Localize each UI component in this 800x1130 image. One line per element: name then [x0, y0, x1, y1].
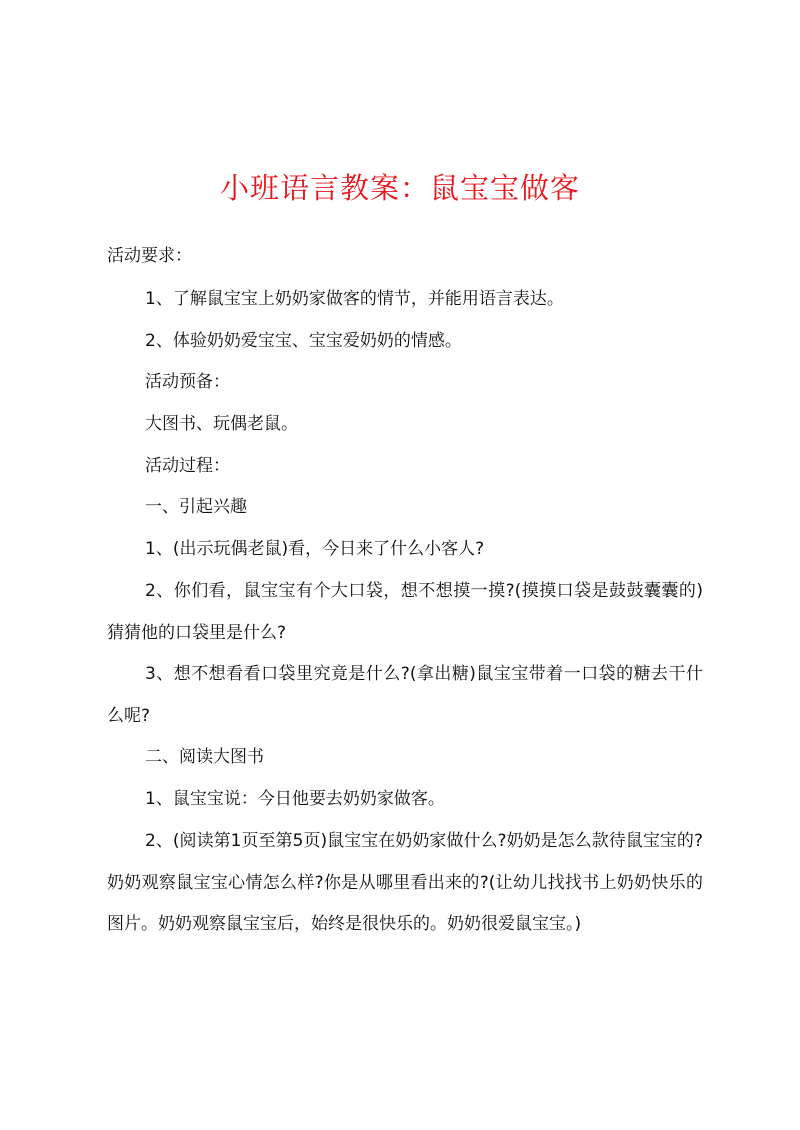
requirement-item-2: 2、体验奶奶爱宝宝、宝宝爱奶奶的情感。	[145, 331, 462, 351]
section-heading-preparation: 活动预备：	[145, 372, 230, 392]
section-heading-requirements: 活动要求：	[107, 246, 192, 266]
requirement-item-1: 1、了解鼠宝宝上奶奶家做客的情节，并能用语言表达。	[145, 289, 564, 309]
process-step-1-item-3: 3、想不想看看口袋里究竟是什么?(拿出糖)鼠宝宝带着一口袋的糖去干什么呢?	[107, 664, 703, 726]
process-step-1-item-1: 1、(出示玩偶老鼠)看，今日来了什么小客人?	[145, 539, 485, 559]
preparation-materials: 大图书、玩偶老鼠。	[145, 414, 298, 434]
process-step-heading-2: 二、阅读大图书	[145, 747, 264, 767]
process-step-2-item-1: 1、鼠宝宝说：今日他要去奶奶家做客。	[145, 789, 445, 809]
document-title: 小班语言教案：鼠宝宝做客	[219, 171, 580, 205]
section-heading-process: 活动过程：	[145, 456, 230, 476]
process-step-2-item-2: 2、(阅读第1页至第5页)鼠宝宝在奶奶家做什么?奶奶是怎么款待鼠宝宝的?奶奶观察鼠宝宝心情怎么样?你是从哪里看出来的?(让幼儿找找书上奶奶快乐的图片。奶奶观察鼠宝宝后，始终是很快乐的。奶奶很爱鼠宝宝。)	[107, 831, 703, 934]
process-step-1-item-2: 2、你们看，鼠宝宝有个大口袋，想不想摸一摸?(摸摸口袋是鼓鼓囊囊的)猜猜他的口袋里是什么?	[107, 581, 703, 643]
process-step-heading-1: 一、引起兴趣	[145, 497, 247, 517]
